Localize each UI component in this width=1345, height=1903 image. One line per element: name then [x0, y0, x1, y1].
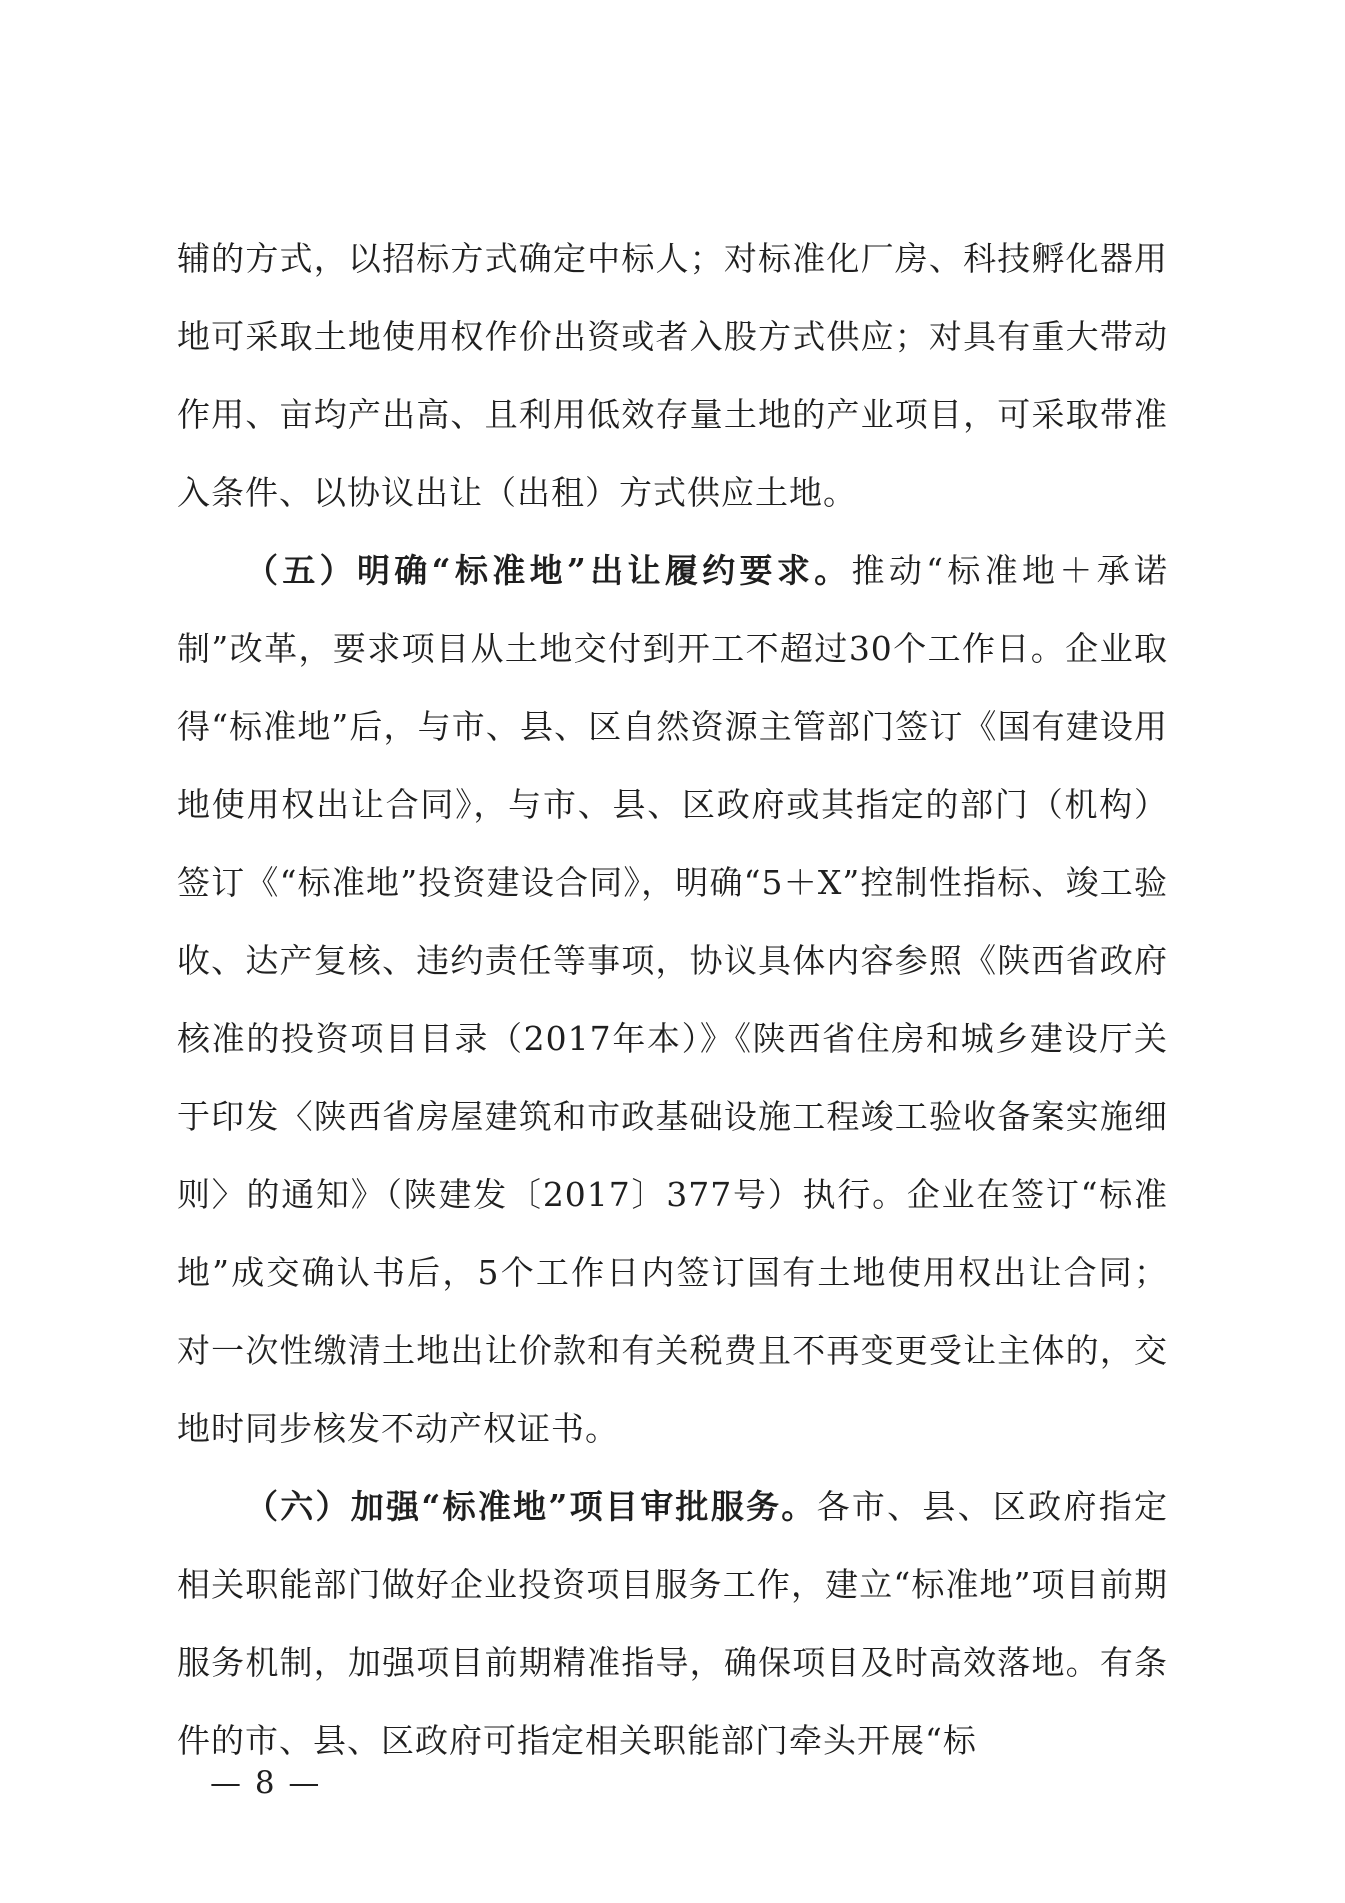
- body-text: [177, 220, 1168, 1780]
- paragraph-continuation: [177, 220, 1168, 532]
- paragraph-section-5: [177, 532, 1168, 1468]
- paragraph-text: 推动“标准地＋承诺制”改革，要求项目从土地交付到开工不超过30个工作日。企业取得“标准地”后，与市、县、区自然资源主管部门签订《国有建设用地使用权出让合同》，与市、县、区政府或其指定的部门（机构）签订《“标准地”投资建设合同》，明确“5＋X”控制性指标、竣工验收、达产复核、违约责任等事项，协议具体内容参照《陕西省政府核准的投资项目目录（2017年本）》《陕西省住房和城乡建设厅关于印发〈陕西省房屋建筑和市政基础设施工程竣工验收备案实施细则〉的通知》（陕建发〔2017〕377号）执行。企业在签订“标准地”成交确认书后，5个工作日内签订国有土地使用权出让合同；对一次性缴清土地出让价款和有关税费且不再变更受让主体的，交地时同步核发不动产权证书。: [177, 551, 1168, 1448]
- section-heading: （六）加强“标准地”项目审批服务。: [245, 1487, 817, 1526]
- paragraph-section-6: [177, 1468, 1168, 1780]
- paragraph-text: 各市、县、区政府指定相关职能部门做好企业投资项目服务工作，建立“标准地”项目前期服务机制，加强项目前期精准指导，确保项目及时高效落地。有条件的市、县、区政府可指定相关职能部门牵头开展“标: [177, 1487, 1168, 1760]
- paragraph-text: 辅的方式，以招标方式确定中标人；对标准化厂房、科技孵化器用地可采取土地使用权作价出资或者入股方式供应；对具有重大带动作用、亩均产出高、且利用低效存量土地的产业项目，可采取带准入条件、以协议出让（出租）方式供应土地。: [177, 239, 1168, 512]
- section-heading: （五）明确“标准地”出让履约要求。: [245, 551, 852, 590]
- page-number: — 8 —: [210, 1765, 322, 1801]
